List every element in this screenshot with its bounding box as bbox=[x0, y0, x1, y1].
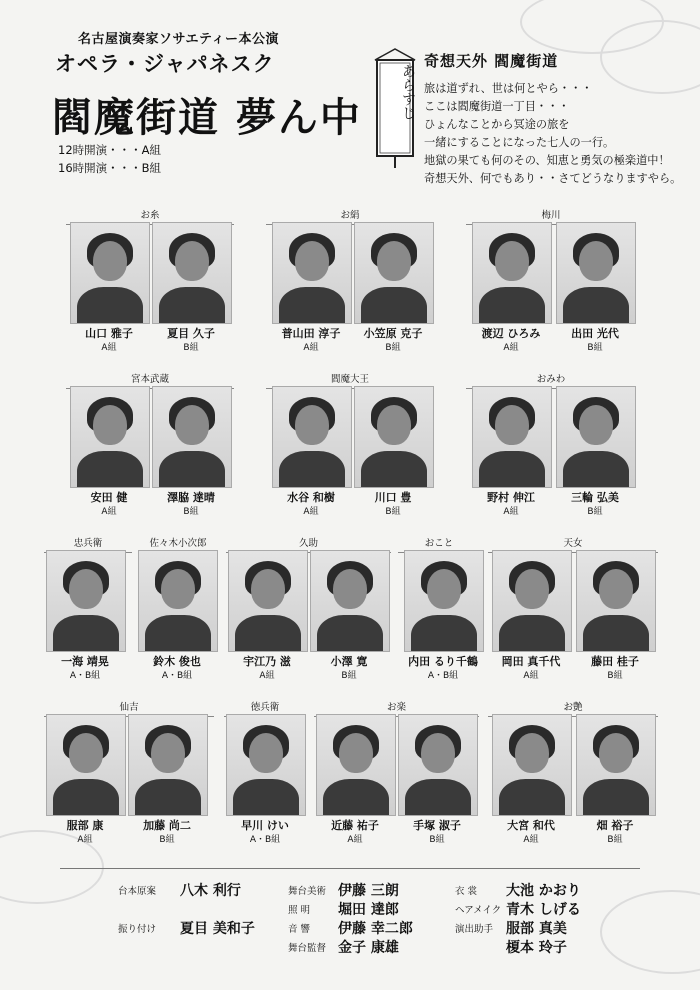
staff-name: 青木 しげる bbox=[506, 902, 581, 918]
staff-name: 榎本 玲子 bbox=[506, 940, 567, 956]
cast-photo bbox=[492, 714, 572, 816]
cast-group: A・B組 bbox=[249, 835, 281, 845]
cast-group: B組 bbox=[429, 835, 445, 845]
cast-name: 近藤 祐子 bbox=[331, 819, 379, 832]
role-header: 仙吉 bbox=[44, 699, 214, 717]
staff-name: 堀田 達郎 bbox=[338, 902, 399, 918]
cast-photo bbox=[226, 714, 306, 816]
cast-name: 畑 裕子 bbox=[596, 819, 634, 832]
cast-name: 普山田 淳子 bbox=[281, 327, 341, 340]
staff-role: 舞台監督 bbox=[288, 943, 327, 954]
synopsis-line: 奇想天外、何でもあり・・さてどうなりますやら。 bbox=[424, 172, 682, 185]
cast-group: B組 bbox=[183, 343, 199, 353]
cast-group: A組 bbox=[259, 671, 275, 681]
cast-name: 山口 雅子 bbox=[85, 327, 133, 340]
cast-group: B組 bbox=[607, 671, 623, 681]
cast-photo bbox=[128, 714, 208, 816]
synopsis-line: ここは閻魔街道一丁目・・・ bbox=[424, 100, 570, 113]
cast-name: 安田 健 bbox=[90, 491, 128, 504]
schedule-b: 16時開演・・・B組 bbox=[58, 161, 162, 175]
cast-photo bbox=[472, 386, 552, 488]
cast-photo bbox=[138, 550, 218, 652]
cast-group: A組 bbox=[503, 507, 519, 517]
cast-name: 服部 康 bbox=[66, 819, 104, 832]
role-header: 忠兵衛 bbox=[44, 535, 132, 553]
cast-photo bbox=[472, 222, 552, 324]
staff-name: 伊藤 幸二郎 bbox=[338, 921, 413, 937]
cast-name: 早川 けい bbox=[241, 819, 289, 832]
synopsis-text bbox=[424, 80, 681, 188]
cast-name: 内田 るり千鶴 bbox=[408, 655, 478, 668]
synopsis-plaque bbox=[372, 48, 418, 168]
synopsis-line: 旅は道ずれ、世は何とやら・・・ bbox=[424, 82, 593, 95]
cast-photo bbox=[492, 550, 572, 652]
synopsis-title: 奇想天外 閻魔街道 bbox=[424, 52, 559, 70]
cast-photo bbox=[272, 222, 352, 324]
cast-group: A組 bbox=[303, 343, 319, 353]
cast-group: B組 bbox=[183, 507, 199, 517]
cast-name: 小笠原 克子 bbox=[363, 327, 423, 340]
cast-photo bbox=[310, 550, 390, 652]
presenter-text: 名古屋演奏家ソサエティー本公演 bbox=[78, 32, 279, 47]
cast-name: 澤脇 達晴 bbox=[167, 491, 215, 504]
cast-photo bbox=[576, 714, 656, 816]
cast-photo bbox=[228, 550, 308, 652]
synopsis-line: 一緒にすることになった七人の一行。 bbox=[424, 136, 615, 149]
cast-photo bbox=[46, 714, 126, 816]
page-title: 閻魔街道 夢ん中 bbox=[52, 94, 362, 141]
cast-group: A組 bbox=[503, 343, 519, 353]
cast-name: 三輪 弘美 bbox=[571, 491, 619, 504]
cast-group: A・B組 bbox=[69, 671, 101, 681]
cast-name: 一海 靖晃 bbox=[61, 655, 109, 668]
cast-name: 藤田 桂子 bbox=[591, 655, 639, 668]
role-header: お絹 bbox=[266, 207, 434, 225]
cast-group: B組 bbox=[385, 507, 401, 517]
role-header: 佐々木小次郎 bbox=[138, 535, 218, 553]
cast-name: 水谷 和樹 bbox=[287, 491, 335, 504]
cast-group: A組 bbox=[523, 671, 539, 681]
cast-group: A組 bbox=[77, 835, 93, 845]
cast-photo bbox=[70, 386, 150, 488]
synopsis-line: ひょんなことから冥途の旅を bbox=[424, 118, 570, 131]
cast-group: B組 bbox=[587, 343, 603, 353]
role-header: 宮本武蔵 bbox=[66, 371, 234, 389]
cast-photo bbox=[70, 222, 150, 324]
cast-photo bbox=[556, 222, 636, 324]
cast-photo bbox=[556, 386, 636, 488]
staff-role: 演出助手 bbox=[455, 924, 494, 935]
subtitle: オペラ・ジャパネスク bbox=[55, 51, 275, 76]
staff-role: 舞台美術 bbox=[288, 886, 327, 897]
cast-name: 大宮 和代 bbox=[507, 819, 555, 832]
cast-name: 加藤 尚二 bbox=[143, 819, 191, 832]
role-header: お艶 bbox=[488, 699, 658, 717]
role-header: おみわ bbox=[466, 371, 636, 389]
cast-group: B組 bbox=[385, 343, 401, 353]
role-header: お楽 bbox=[314, 699, 479, 717]
cast-name: 出田 光代 bbox=[571, 327, 619, 340]
staff-name: 大池 かおり bbox=[506, 883, 581, 899]
plaque-label: あらすじ bbox=[400, 64, 416, 120]
cast-name: 宇江乃 滋 bbox=[243, 655, 291, 668]
cast-group: B組 bbox=[159, 835, 175, 845]
cloud-decoration bbox=[600, 890, 700, 974]
cast-name: 夏目 久子 bbox=[167, 327, 215, 340]
role-header: お糸 bbox=[66, 207, 234, 225]
cast-photo bbox=[354, 386, 434, 488]
staff-name: 夏目 美和子 bbox=[180, 921, 255, 937]
role-header: おこと bbox=[398, 535, 480, 553]
cast-photo bbox=[316, 714, 396, 816]
synopsis-line: 地獄の果ても何のその、知恵と勇気の極楽道中！ bbox=[424, 154, 670, 167]
staff-role: 衣 裳 bbox=[455, 886, 478, 897]
cast-group: B組 bbox=[607, 835, 623, 845]
cast-group: A・B組 bbox=[427, 671, 459, 681]
role-header: 天女 bbox=[488, 535, 658, 553]
staff-name: 伊藤 三朗 bbox=[338, 883, 399, 899]
cast-photo bbox=[404, 550, 484, 652]
staff-role: 照 明 bbox=[288, 905, 311, 916]
cast-photo bbox=[398, 714, 478, 816]
cast-photo bbox=[152, 222, 232, 324]
staff-name: 服部 真美 bbox=[506, 921, 567, 937]
role-header: 梅川 bbox=[466, 207, 636, 225]
role-header: 久助 bbox=[226, 535, 391, 553]
cast-group: A組 bbox=[523, 835, 539, 845]
cast-group: A組 bbox=[101, 507, 117, 517]
staff-role: 音 響 bbox=[288, 924, 311, 935]
cast-group: A・B組 bbox=[161, 671, 193, 681]
cast-photo bbox=[272, 386, 352, 488]
cast-photo bbox=[152, 386, 232, 488]
cast-name: 小澤 寛 bbox=[330, 655, 368, 668]
staff-divider bbox=[60, 868, 640, 869]
role-header: 閻魔大王 bbox=[266, 371, 434, 389]
cast-name: 鈴木 俊也 bbox=[153, 655, 201, 668]
cast-name: 野村 伸江 bbox=[487, 491, 535, 504]
cast-name: 岡田 真千代 bbox=[501, 655, 561, 668]
staff-name: 八木 利行 bbox=[180, 883, 241, 899]
cast-group: A組 bbox=[347, 835, 363, 845]
cast-photo bbox=[46, 550, 126, 652]
staff-role: ヘアメイク bbox=[455, 905, 502, 916]
cast-photo bbox=[576, 550, 656, 652]
cast-name: 川口 豊 bbox=[374, 491, 412, 504]
staff-name: 金子 康雄 bbox=[338, 940, 399, 956]
cast-group: A組 bbox=[101, 343, 117, 353]
cast-name: 手塚 淑子 bbox=[413, 819, 461, 832]
staff-role: 台本原案 bbox=[118, 886, 157, 897]
cast-photo bbox=[354, 222, 434, 324]
role-header: 徳兵衛 bbox=[224, 699, 306, 717]
schedule-a: 12時開演・・・A組 bbox=[58, 143, 161, 157]
cast-group: A組 bbox=[303, 507, 319, 517]
cast-group: B組 bbox=[341, 671, 357, 681]
staff-role: 振り付け bbox=[118, 924, 157, 935]
cast-name: 渡辺 ひろみ bbox=[481, 327, 541, 340]
cast-group: B組 bbox=[587, 507, 603, 517]
